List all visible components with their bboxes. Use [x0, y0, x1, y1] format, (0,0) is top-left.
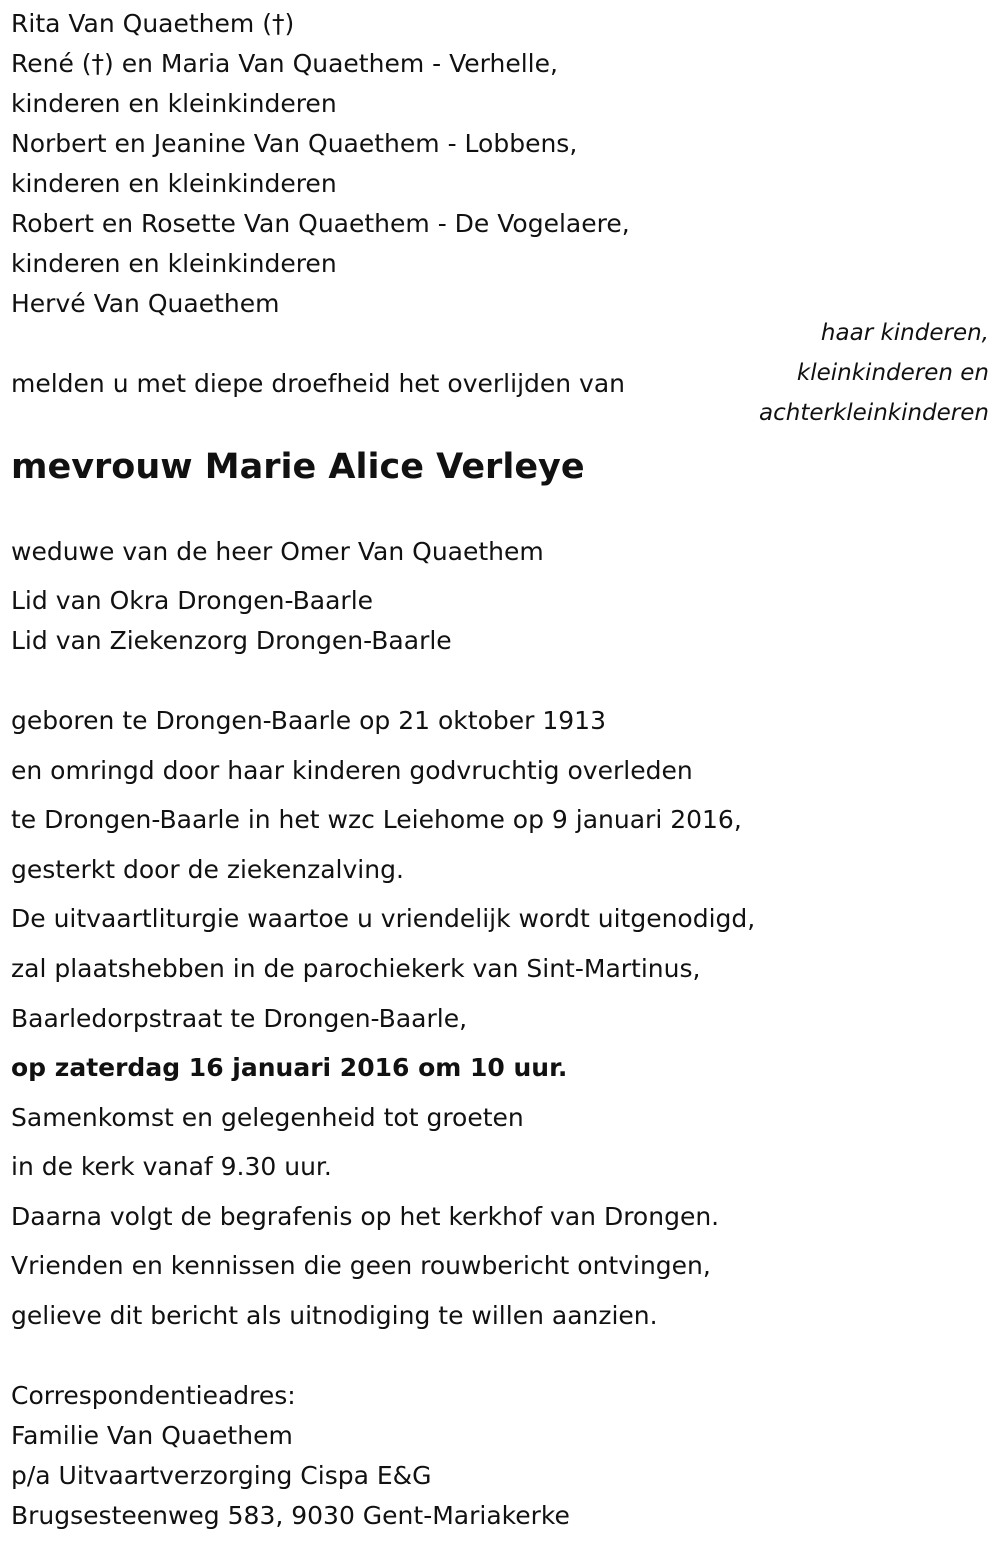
- detail-line: Samenkomst en gelegenheid tot groeten: [11, 1103, 524, 1132]
- detail-line: gelieve dit bericht als uitnodiging te willen aanzien.: [11, 1301, 658, 1330]
- membership-line: Lid van Ziekenzorg Drongen-Baarle: [11, 626, 452, 655]
- detail-line: te Drongen-Baarle in het wzc Leiehome op 9 januari 2016,: [11, 805, 742, 834]
- detail-line: Baarledorpstraat te Drongen-Baarle,: [11, 1004, 468, 1033]
- family-line: Hervé Van Quaethem: [11, 289, 280, 318]
- detail-line: en omringd door haar kinderen godvruchtig overleden: [11, 756, 693, 785]
- correspondence-line: p/a Uitvaartverzorging Cispa E&G: [11, 1461, 432, 1490]
- detail-line: Vrienden en kennissen die geen rouwbericht ontvingen,: [11, 1251, 711, 1280]
- family-line: kinderen en kleinkinderen: [11, 249, 337, 278]
- correspondence-line: Correspondentieadres:: [11, 1381, 296, 1410]
- signatories-block: [689, 313, 989, 433]
- widow-of-text: weduwe van de heer Omer Van Quaethem: [11, 537, 544, 566]
- membership-line: Lid van Okra Drongen-Baarle: [11, 586, 374, 615]
- correspondence-line: Familie Van Quaethem: [11, 1421, 293, 1450]
- detail-line: gesterkt door de ziekenzalving.: [11, 855, 404, 884]
- detail-line: geboren te Drongen-Baarle op 21 oktober 1913: [11, 706, 606, 735]
- family-line: Robert en Rosette Van Quaethem - De Vogelaere,: [11, 209, 630, 238]
- announcement-text: melden u met diepe droefheid het overlijden van: [11, 369, 626, 398]
- family-line: kinderen en kleinkinderen: [11, 89, 337, 118]
- family-line: René (†) en Maria Van Quaethem - Verhelle,: [11, 49, 558, 78]
- funeral-date-line: op zaterdag 16 januari 2016 om 10 uur.: [11, 1053, 568, 1082]
- detail-line: Daarna volgt de begrafenis op het kerkhof van Drongen.: [11, 1202, 720, 1231]
- family-line: Rita Van Quaethem (†): [11, 9, 295, 38]
- signatories-line: haar kinderen,: [820, 320, 989, 346]
- deceased-name: mevrouw Marie Alice Verleye: [11, 447, 585, 487]
- signatories-line: kleinkinderen en: [796, 360, 989, 386]
- family-line: kinderen en kleinkinderen: [11, 169, 337, 198]
- signatories-line: achterkleinkinderen: [759, 400, 989, 426]
- family-line: Norbert en Jeanine Van Quaethem - Lobbens,: [11, 129, 578, 158]
- detail-line: De uitvaartliturgie waartoe u vriendelijk wordt uitgenodigd,: [11, 904, 756, 933]
- correspondence-line: Brugsesteenweg 583, 9030 Gent-Mariakerke: [11, 1501, 570, 1530]
- detail-line: zal plaatshebben in de parochiekerk van Sint-Martinus,: [11, 954, 701, 983]
- detail-line: in de kerk vanaf 9.30 uur.: [11, 1152, 332, 1181]
